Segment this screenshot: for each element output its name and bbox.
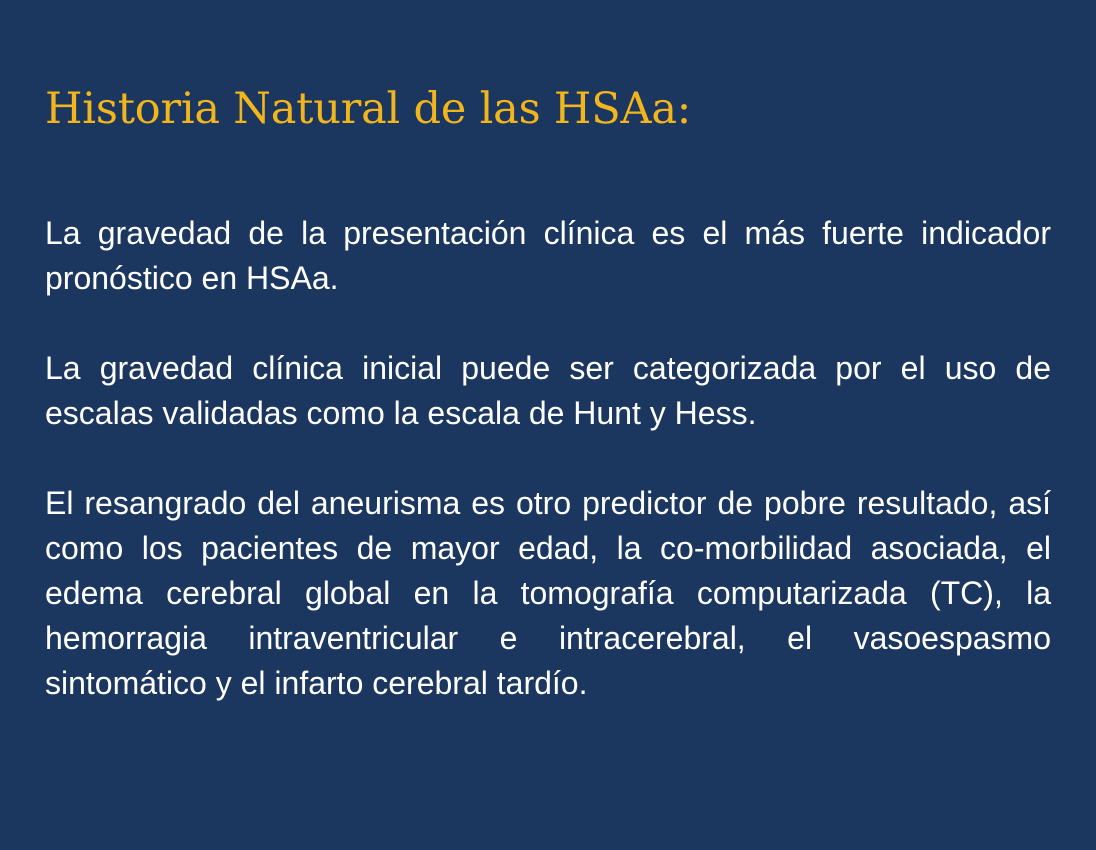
slide-title: Historia Natural de las HSAa: — [45, 84, 692, 134]
paragraph-rebleeding-predictors: El resangrado del aneurisma es otro predictor de pobre resultado, así como los pacientes de mayor edad, la co-morbilidad asociada, el edema cerebral global en la tomografía computarizada (TC), la hemorragia intraventricular e intracerebral, el vasoespasmo sintomático y el infarto cerebral tardío. — [45, 485, 1051, 701]
slide-body — [45, 211, 1051, 706]
paragraph-hunt-hess-scale: La gravedad clínica inicial puede ser categorizada por el uso de escalas validadas como la escala de Hunt y Hess. — [45, 350, 1051, 431]
paragraph-clinical-severity: La gravedad de la presentación clínica es el más fuerte indicador pronóstico en HSAa. — [45, 215, 1051, 296]
